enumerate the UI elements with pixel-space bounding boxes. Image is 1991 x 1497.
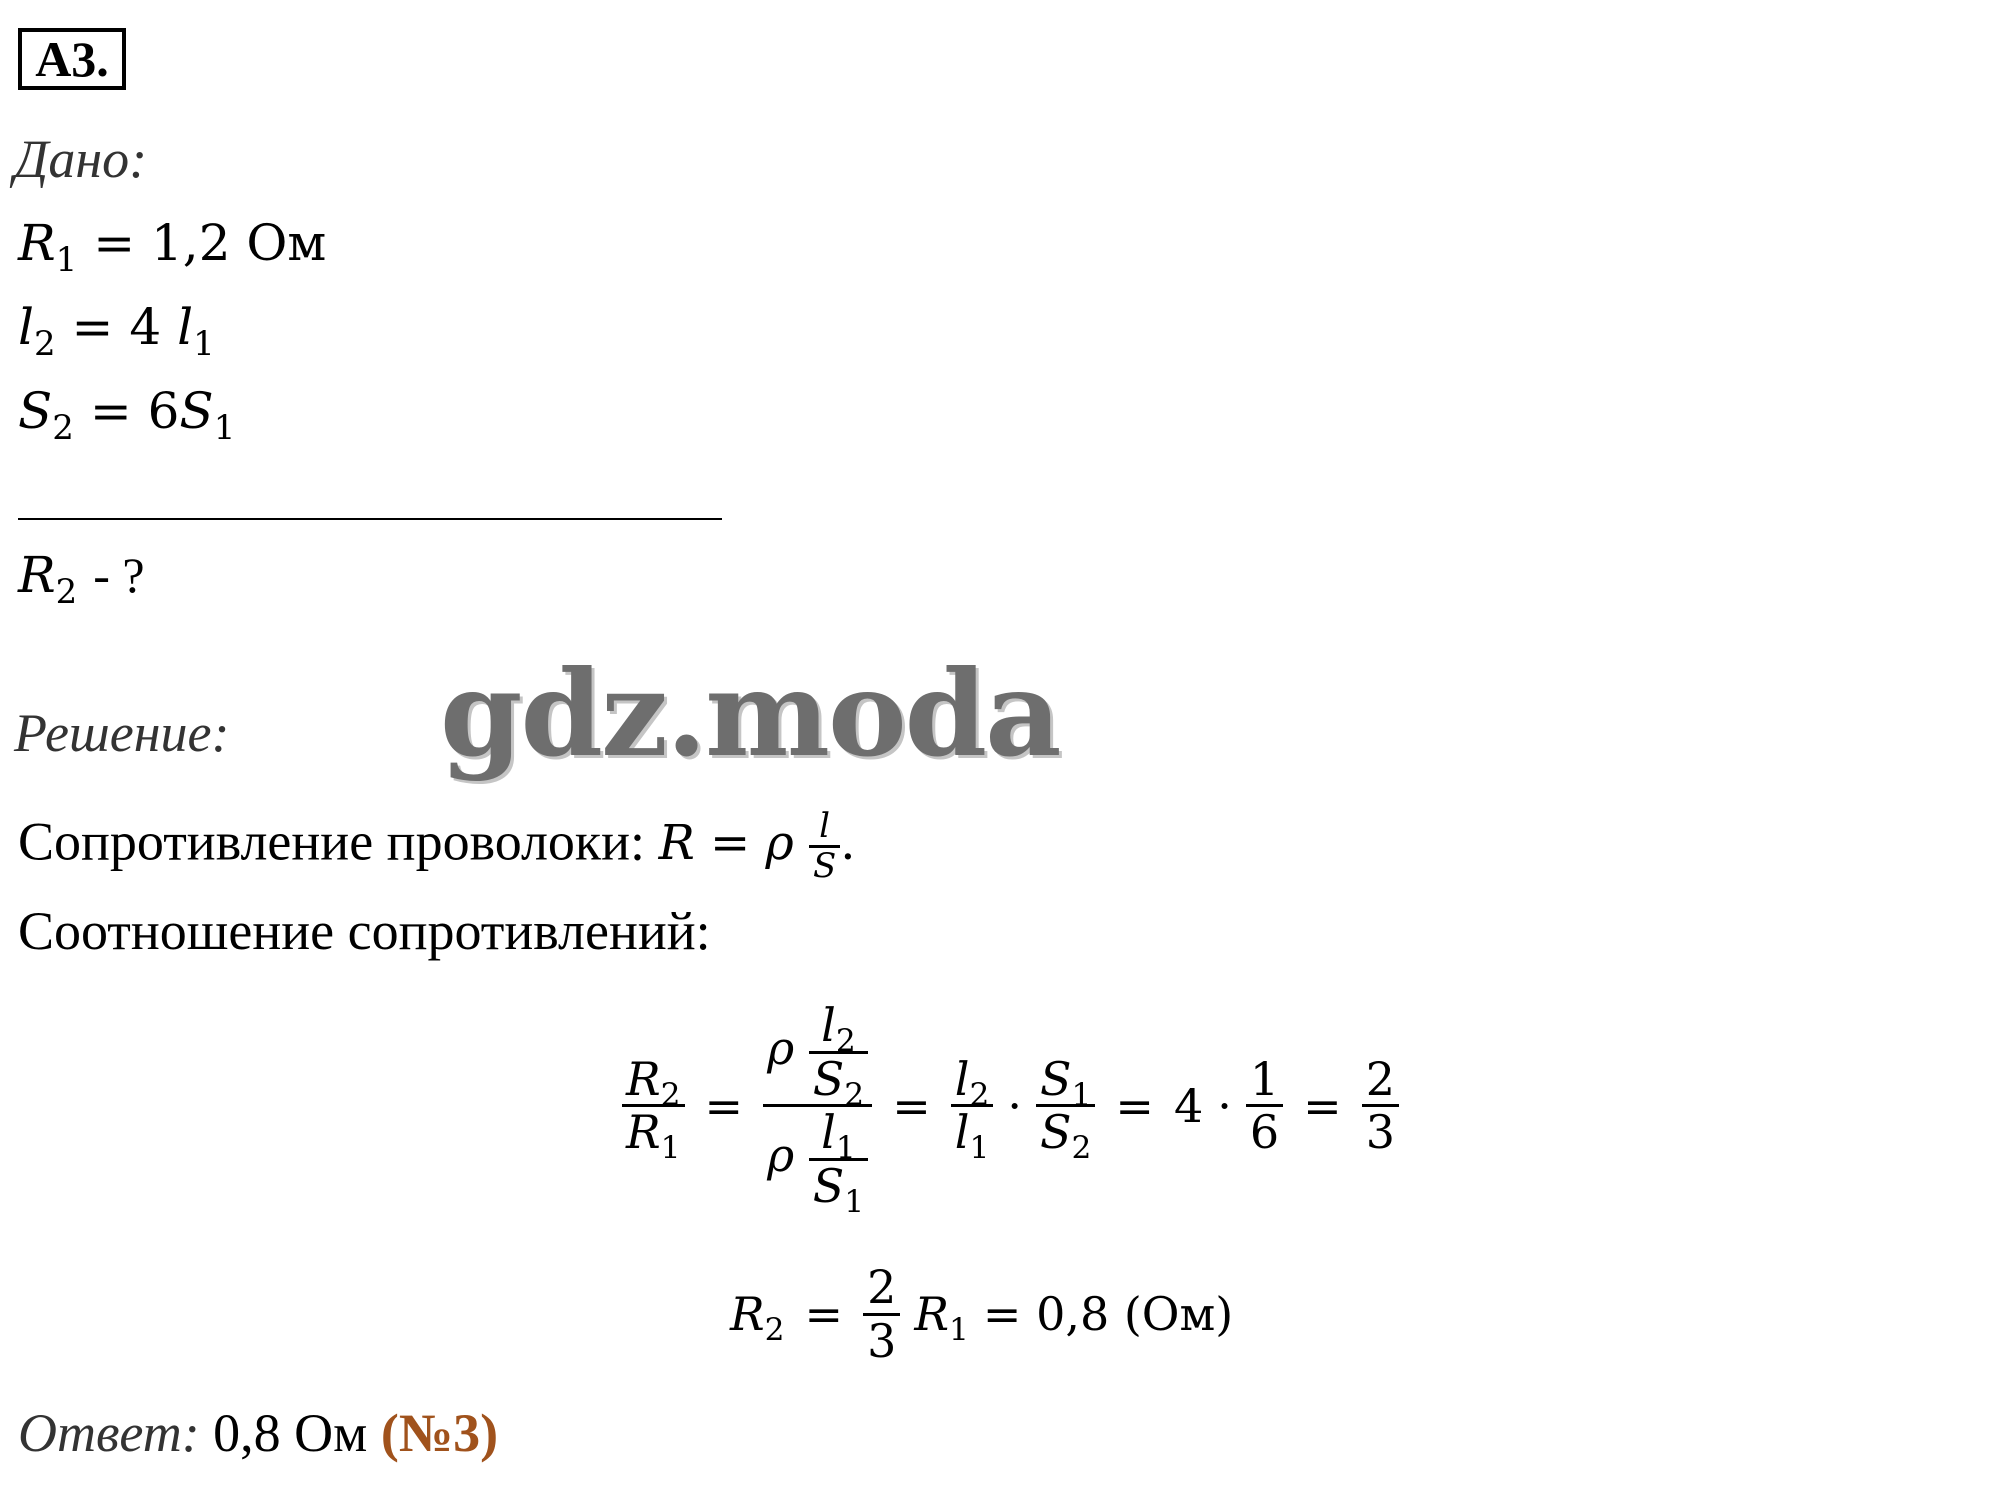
given-l2-value: = 4 <box>71 298 162 356</box>
task-label <box>18 28 126 90</box>
result-two-thirds: $\frac{2}{3}$ <box>863 1262 900 1366</box>
find-suffix: - ? <box>93 547 145 603</box>
solution-heading: Решение: <box>14 703 230 763</box>
answer-number: (№3) <box>380 1403 499 1463</box>
wire-fraction: $\frac{l}{S}$ <box>809 808 840 886</box>
task-label-text: А3. <box>35 31 109 87</box>
rho-fraction: ρ $\frac{l_2}{S_2}$ ρ $\frac{l_1}{S_1}$ <box>763 1000 872 1211</box>
given-heading: Дано: <box>14 129 148 189</box>
ratio-equation: $\frac{R_2}{R_1}$ = ρ $\frac{l_2}{S_2}$ ρ $\frac{l_1}{S_1}$ = $\frac{l_2}{l_1}$ · $\frac{S_1}{S_2}$ = 4 · $\frac{1}{6}$ = $\frac{2}{3}$ <box>622 1000 1399 1211</box>
r2-over-r1: $\frac{R_2}{R_1}$ <box>622 1054 685 1158</box>
mult-factor: 4 <box>1173 1078 1204 1133</box>
given-divider <box>18 518 722 520</box>
answer-label: Ответ: <box>18 1403 200 1463</box>
given-l2: $l_2 = 4$ $l_1$ <box>18 298 215 364</box>
answer-value: 0,8 Ом <box>213 1403 368 1463</box>
l-ratio: $\frac{l_2}{l_1}$ <box>951 1054 994 1158</box>
one-sixth: $\frac{1}{6}$ <box>1246 1054 1283 1158</box>
wire-formula-line: Сопротивление проволоки: R = ρ $\frac{l}{S}$ . <box>18 806 856 887</box>
ratio-text: Соотношение сопротивлений: <box>18 901 711 961</box>
given-s2-value: = 6 <box>89 382 180 440</box>
given-r1-value: = 1,2 Ом <box>93 214 327 272</box>
answer-line <box>18 1403 499 1463</box>
result-value: = 0,8 (Ом) <box>982 1287 1234 1342</box>
find-r2: $R_2$ - ? <box>18 546 145 612</box>
given-s2: $S_2 = 6S_1$ <box>18 382 236 448</box>
wire-text: Сопротивление проволоки: <box>18 811 646 872</box>
given-r1: $R_1 = 1,2$ Ом <box>18 214 327 280</box>
two-thirds: $\frac{2}{3}$ <box>1362 1054 1399 1158</box>
result-equation: $R_2$ = $\frac{2}{3}$ $R_1$ = 0,8 (Ом) <box>730 1260 1234 1368</box>
watermark: gdz.moda <box>440 644 1060 783</box>
s-ratio: $\frac{S_1}{S_2}$ <box>1036 1054 1095 1158</box>
